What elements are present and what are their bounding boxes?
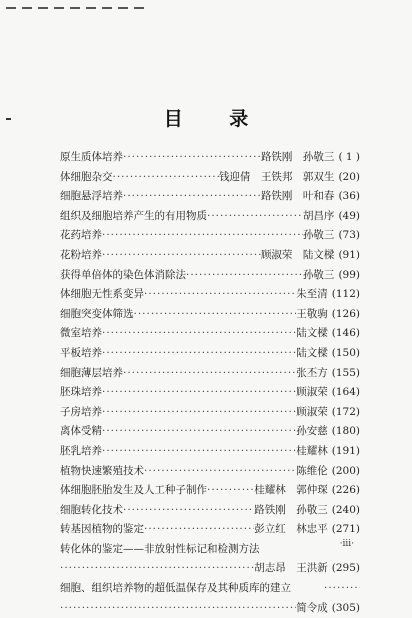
leader-dots <box>144 462 296 482</box>
toc-entry[interactable] <box>60 579 360 599</box>
page-number: ·iii· <box>339 539 354 549</box>
entry-page: (164) <box>331 386 360 399</box>
entry-page: (36) <box>338 190 360 203</box>
entry-page: (155) <box>331 366 360 379</box>
leader-dots <box>102 383 296 403</box>
entry-authors: 陈维伦 <box>296 464 328 477</box>
leader-dots <box>102 442 296 462</box>
entry-title: 体细胞胚胎发生及人工种子制作 <box>60 484 207 497</box>
toc-entry[interactable] <box>60 403 360 423</box>
entry-authors: 钱迎倩 王铁邦 郭双生 <box>218 170 335 183</box>
toc-entry[interactable] <box>60 148 360 168</box>
leader-dots <box>113 168 219 188</box>
toc-entry[interactable] <box>60 266 360 286</box>
toc-entry[interactable] <box>60 422 360 442</box>
entry-page: (271) <box>331 523 360 536</box>
leader-dots <box>123 187 261 207</box>
entry-authors: 孙安慈 <box>296 425 328 438</box>
entry-page: ( 1 ) <box>338 151 360 163</box>
leader-dots <box>102 324 296 344</box>
entry-authors: 孙敬三 <box>302 229 335 242</box>
toc-entry[interactable] <box>60 168 360 188</box>
leader-dots <box>102 422 296 442</box>
entry-title: 微室培养 <box>60 327 102 340</box>
entry-title: 花药培养 <box>60 229 102 242</box>
entry-title: 细胞转化技术 <box>60 503 123 516</box>
leader-dots <box>102 226 303 246</box>
leader-dots <box>102 246 261 266</box>
entry-page: (305) <box>331 601 360 614</box>
toc-entries <box>60 148 360 540</box>
toc-entry[interactable] <box>60 226 360 246</box>
entry-title: 平板培养 <box>60 346 102 359</box>
toc-entry-continuation <box>60 599 360 618</box>
entry-page: (150) <box>331 346 360 359</box>
toc-entry[interactable] <box>60 383 360 403</box>
entry-title: 组织及细胞培养产生的有用物质 <box>60 209 207 222</box>
entry-authors: 顾淑荣 <box>296 386 328 399</box>
toc-entry[interactable] <box>60 462 360 482</box>
entry-title: 植物快速繁殖技术 <box>60 464 144 477</box>
entry-authors: 陆文樑 <box>296 327 328 340</box>
leader-dots <box>102 344 296 364</box>
entry-title: 转化体的鉴定——非放射性标记和检测方法 <box>60 542 260 555</box>
entry-page: (99) <box>338 268 360 281</box>
entry-page: (49) <box>338 209 360 222</box>
entry-title: 细胞悬浮培养 <box>60 190 123 203</box>
entry-page: (200) <box>331 464 360 477</box>
toc-entry[interactable] <box>60 324 360 344</box>
entry-page: (240) <box>331 503 360 516</box>
leader-dots <box>207 481 254 501</box>
entry-page: (180) <box>331 425 360 438</box>
entry-title: 子房培养 <box>60 405 102 418</box>
leader-dots <box>60 559 254 579</box>
entry-title: 体细胞杂交 <box>60 170 113 183</box>
entry-title: 细胞突变体筛选 <box>60 307 134 320</box>
entry-title: 花粉培养 <box>60 248 102 261</box>
entry-page: (295) <box>331 562 360 575</box>
toc-entry[interactable] <box>60 246 360 266</box>
entry-authors: 顾淑荣 <box>296 405 328 418</box>
leader-dots <box>60 599 296 618</box>
entry-title: 胚珠培养 <box>60 386 102 399</box>
toc-entry[interactable] <box>60 442 360 462</box>
entry-page: (172) <box>331 405 360 418</box>
entry-authors: 简令成 <box>296 601 328 614</box>
toc-entry[interactable] <box>60 364 360 384</box>
entry-authors: 胡昌序 <box>302 209 335 222</box>
leader-dots <box>123 501 254 521</box>
entry-title: 原生质体培养 <box>60 151 123 163</box>
toc-entry[interactable] <box>60 501 360 521</box>
toc-entry[interactable] <box>60 187 360 207</box>
entry-authors: 王敬驹 <box>296 307 328 320</box>
toc-entry[interactable] <box>60 305 360 325</box>
entry-authors: 路铁刚 孙敬三 <box>260 151 335 163</box>
entry-title: 细胞薄层培养 <box>60 366 123 379</box>
entry-authors: 桂耀林 <box>296 444 328 457</box>
leader-dots <box>123 364 296 384</box>
leader-dots <box>134 305 297 325</box>
leader-dots <box>207 207 303 227</box>
entry-page: (226) <box>331 484 360 497</box>
entry-page: (191) <box>331 444 360 457</box>
leader-dots <box>102 403 296 423</box>
leader-dots <box>186 266 303 286</box>
entry-page: (126) <box>331 307 360 320</box>
entry-authors: 彭立红 林忠平 <box>254 523 328 536</box>
entry-title: 获得单倍体的染色体消除法 <box>60 268 186 281</box>
entry-page: (112) <box>331 288 360 301</box>
entry-page: (20) <box>338 170 360 183</box>
leader-dots <box>123 148 261 168</box>
leader-dots <box>144 285 296 305</box>
entry-title: 体细胞无性系变异 <box>60 288 144 301</box>
entry-authors: 胡志昂 王洪新 <box>254 562 328 575</box>
entry-authors: 路铁刚 孙敬三 <box>254 503 328 516</box>
toc-entry[interactable] <box>60 481 360 501</box>
entry-page: (73) <box>338 229 360 242</box>
entry-authors: 陆文樑 <box>296 346 328 359</box>
leader-dots <box>324 579 360 599</box>
entry-page: (146) <box>331 327 360 340</box>
toc-entry[interactable] <box>60 285 360 305</box>
toc-entry[interactable] <box>60 344 360 364</box>
toc-entry[interactable] <box>60 520 360 540</box>
entry-title: 细胞、组织培养物的超低温保存及其种质库的建立 <box>60 582 291 595</box>
entry-title: 转基因植物的鉴定 <box>60 523 144 536</box>
leader-dots <box>144 520 254 540</box>
entry-authors: 张丕方 <box>296 366 328 379</box>
entry-title: 离体受精 <box>60 425 102 438</box>
top-dashed-rule <box>6 7 146 9</box>
page-title: 目 录 <box>163 108 269 130</box>
entry-page: (91) <box>338 248 360 261</box>
entry-authors: 朱至清 <box>296 288 328 301</box>
entry-authors: 路铁刚 叶和春 <box>260 190 335 203</box>
entry-authors: 孙敬三 <box>302 268 335 281</box>
entry-title: 胚乳培养 <box>60 444 102 457</box>
entry-authors: 顾淑荣 陆文樑 <box>260 248 335 261</box>
entry-authors: 桂耀林 郭仲琛 <box>254 484 328 497</box>
toc-entry[interactable] <box>60 207 360 227</box>
toc-entry-continuation <box>60 559 360 579</box>
